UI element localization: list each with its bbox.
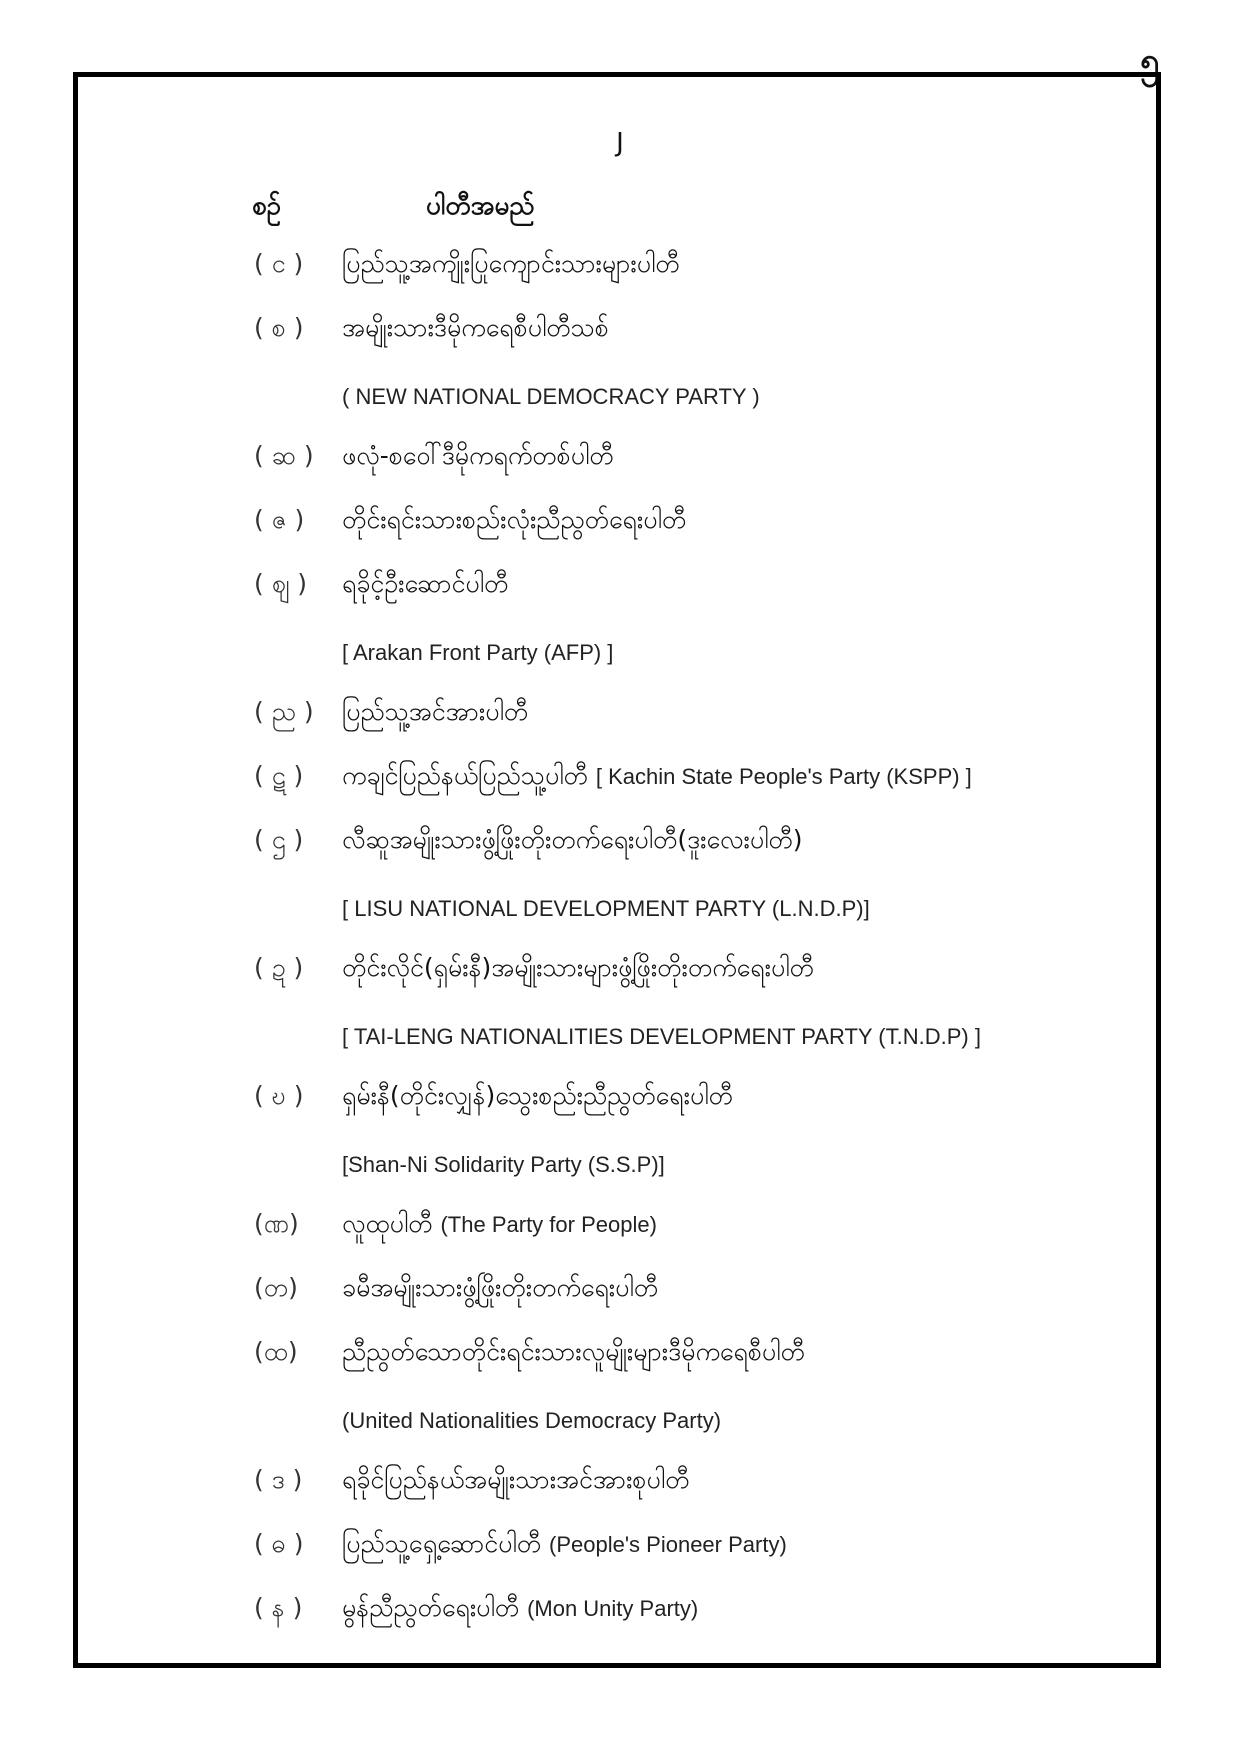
list-item: [0, 1528, 1240, 1592]
header-column-party-name: ပါတီအမည်: [426, 191, 535, 221]
party-name-burmese: မွန်ညီညွတ်ရေးပါတီ: [342, 1593, 520, 1622]
party-name: ပြည်သူ့အင်အားပါတီ: [342, 697, 529, 726]
header-column-number: စဉ်: [252, 191, 282, 221]
list-item: [0, 248, 1240, 312]
party-name: [342, 1528, 787, 1565]
item-number: (တ): [254, 1273, 298, 1302]
list-item: [0, 1080, 1240, 1144]
list-item: [0, 568, 1240, 632]
party-english-name: (The Party for People): [440, 1212, 657, 1237]
list-item: [0, 504, 1240, 568]
list-item: [0, 1208, 1240, 1272]
list-item: [0, 312, 1240, 376]
party-name-burmese: ကချင်ပြည်နယ်ပြည်သူ့ပါတီ: [342, 761, 588, 790]
item-number: (ထ): [254, 1337, 298, 1366]
item-number: ( ည ): [254, 697, 314, 726]
party-name: [342, 1592, 698, 1629]
list-item: [0, 1464, 1240, 1528]
item-number: ( ဈ ): [254, 569, 308, 598]
party-english-name: (United Nationalities Democracy Party): [342, 1408, 722, 1433]
item-number: ( ဋ ): [254, 761, 304, 790]
party-name: ရခိုင့်ဦးဆောင်ပါတီ: [342, 569, 509, 598]
item-number: (ဏ): [254, 1209, 299, 1238]
item-number: ( ဇ ): [254, 505, 305, 534]
party-name: ညီညွတ်သောတိုင်းရင်းသားလူမျိုးများဒီမိုကရေစီပါတီ: [342, 1337, 805, 1366]
item-number: ( င ): [254, 249, 304, 278]
party-name: လီဆူအမျိုးသားဖွံ့ဖြိုးတိုးတက်ရေးပါတီ(ဒူးလေးပါတီ): [342, 825, 803, 854]
party-name: ပြည်သူ့အကျိုးပြုကျောင်းသားများပါတီ: [342, 249, 680, 278]
item-number: ( ဒ ): [254, 1465, 303, 1494]
item-number: ( ဍ ): [254, 953, 304, 982]
party-name: အမျိုးသားဒီမိုကရေစီပါတီသစ်: [342, 313, 609, 342]
party-name: ရှမ်းနီ(တိုင်းလျှန်)သွေးစည်းညီညွတ်ရေးပါတီ: [342, 1081, 733, 1110]
party-english-name: [Shan-Ni Solidarity Party (S.S.P)]: [342, 1152, 665, 1177]
list-item: [0, 440, 1240, 504]
item-number: ( န ): [254, 1593, 303, 1622]
party-english-name: [ LISU NATIONAL DEVELOPMENT PARTY (L.N.D.P)]: [342, 896, 870, 921]
party-name: ရခိုင်ပြည်နယ်အမျိုးသားအင်အားစုပါတီ: [342, 1465, 690, 1494]
inner-page-number: J: [616, 128, 624, 158]
list-item: [0, 696, 1240, 760]
item-number: ( ဎ ): [254, 1081, 304, 1110]
party-english-name: [ TAI-LENG NATIONALITIES DEVELOPMENT PARTY (T.N.D.P) ]: [342, 1024, 981, 1049]
party-name: တိုင်းလိုင်(ရှမ်းနီ)အမျိုးသားများဖွံ့ဖြိုးတိုးတက်ရေးပါတီ: [342, 953, 814, 982]
list-item: [0, 1272, 1240, 1336]
party-english-name: [ Kachin State People's Party (KSPP) ]: [595, 764, 972, 789]
party-english-name: ( NEW NATIONAL DEMOCRACY PARTY ): [342, 384, 760, 409]
item-number: ( ဆ ): [254, 441, 314, 470]
item-number: ( ဓ ): [254, 1529, 304, 1558]
party-english-name: (People's Pioneer Party): [549, 1532, 787, 1557]
party-name: [342, 1208, 657, 1245]
party-name: ဖလုံ-စဝေါ်ဒီမိုကရက်တစ်ပါတီ: [342, 441, 614, 470]
party-name-burmese: လူထုပါတီ: [342, 1209, 433, 1238]
page-number: ၅: [1140, 41, 1160, 81]
list-item: [0, 1592, 1240, 1656]
list-item: [0, 760, 1240, 824]
list-item: [0, 1336, 1240, 1400]
list-item: [0, 824, 1240, 888]
item-number: ( စ ): [254, 313, 304, 342]
party-name: တိုင်းရင်းသားစည်းလုံးညီညွတ်ရေးပါတီ: [342, 505, 687, 534]
item-number: ( ဌ ): [254, 825, 304, 854]
party-name: [342, 760, 972, 797]
party-english-name: [ Arakan Front Party (AFP) ]: [342, 640, 614, 665]
party-name-burmese: ပြည်သူ့ရှေ့ဆောင်ပါတီ: [342, 1529, 542, 1558]
party-name: ခမီအမျိုးသားဖွံ့ဖြိုးတိုးတက်ရေးပါတီ: [342, 1273, 659, 1302]
list-item: [0, 952, 1240, 1016]
party-english-name: (Mon Unity Party): [527, 1596, 699, 1621]
